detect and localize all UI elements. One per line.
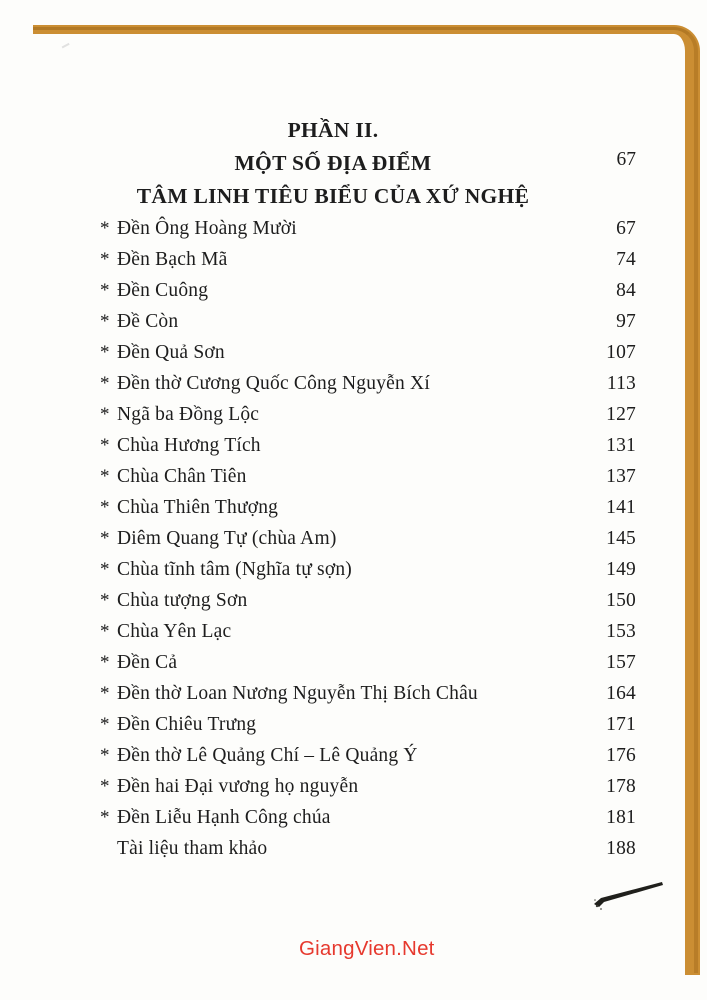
toc-entry-label: Đền Ông Hoàng Mười — [117, 218, 297, 239]
watermark-text: GiangVien.Net — [299, 937, 435, 960]
toc-entry-label: Đền thờ Lê Quảng Chí – Lê Quảng Ý — [117, 745, 418, 766]
toc-entry-label: Ngã ba Đồng Lộc — [117, 404, 260, 425]
toc-entry-bullet: * — [100, 466, 110, 487]
toc-entry-bullet: * — [100, 590, 110, 611]
toc-row — [100, 745, 636, 776]
toc-entry-label: Đền thờ Cương Quốc Công Nguyễn Xí — [117, 373, 430, 394]
toc-entry-page: 171 — [606, 714, 636, 735]
toc-entry-label: Chùa Yên Lạc — [117, 621, 232, 642]
toc-entry-bullet: * — [100, 621, 110, 642]
toc-entry-label: Đền Bạch Mã — [117, 249, 228, 270]
toc-entry-page: 181 — [606, 807, 636, 828]
toc-list — [100, 218, 636, 869]
toc-row — [100, 621, 636, 652]
toc-entry-label: Chùa Chân Tiên — [117, 466, 247, 487]
toc-entry-page: 157 — [606, 652, 636, 673]
toc-row — [100, 342, 636, 373]
toc-row — [100, 466, 636, 497]
toc-entry-bullet: * — [100, 249, 110, 270]
toc-row — [100, 652, 636, 683]
toc-entry-label: Đền Chiêu Trưng — [117, 714, 257, 735]
toc-entry-page: 127 — [606, 404, 636, 425]
toc-entry-bullet: * — [100, 652, 110, 673]
toc-entry-bullet: * — [100, 528, 110, 549]
toc-entry-label: Diêm Quang Tự (chùa Am) — [117, 528, 337, 549]
toc-entry-bullet: * — [100, 311, 110, 332]
toc-row — [100, 838, 636, 869]
scan-smudge — [58, 37, 69, 49]
toc-entry-page: 74 — [616, 249, 636, 270]
toc-row — [100, 218, 636, 249]
toc-entry-bullet: * — [100, 404, 110, 425]
toc-row — [100, 683, 636, 714]
section-title-line2: TÂM LINH TIÊU BIỂU CỦA XỨ NGHỆ — [136, 184, 530, 208]
toc-entry-page: 178 — [606, 776, 636, 797]
toc-entry-label: Đền Cả — [117, 652, 178, 673]
toc-entry-bullet: * — [100, 435, 110, 456]
toc-entry-label: Đền Cuông — [117, 280, 209, 301]
toc-entry-label: Đền thờ Loan Nương Nguyễn Thị Bích Châu — [117, 683, 478, 704]
toc-entry-bullet: * — [100, 776, 110, 797]
toc-entry-bullet: * — [100, 559, 110, 580]
toc-entry-page: 145 — [606, 528, 636, 549]
toc-entry-page: 67 — [616, 218, 636, 239]
toc-entry-label: Chùa tĩnh tâm (Nghĩa tự sợn) — [117, 559, 352, 580]
toc-entry-bullet: * — [100, 373, 110, 394]
section-page-number: 67 — [616, 149, 636, 170]
toc-row — [100, 280, 636, 311]
pen-stroke-mark — [592, 879, 666, 911]
table-of-contents — [100, 114, 636, 869]
toc-entry-page: 149 — [606, 559, 636, 580]
toc-row — [100, 590, 636, 621]
toc-entry-bullet: * — [100, 280, 110, 301]
toc-entry-page: 164 — [606, 683, 636, 704]
toc-row — [100, 404, 636, 435]
toc-entry-page: 153 — [606, 621, 636, 642]
toc-entry-bullet: * — [100, 683, 110, 704]
toc-header — [100, 114, 636, 213]
toc-entry-page: 84 — [616, 280, 636, 301]
toc-entry-page: 141 — [606, 497, 636, 518]
toc-entry-label: Tài liệu tham khảo — [117, 838, 268, 859]
toc-row — [100, 249, 636, 280]
toc-entry-page: 150 — [606, 590, 636, 611]
toc-row — [100, 776, 636, 807]
toc-row — [100, 714, 636, 745]
toc-entry-page: 107 — [606, 342, 636, 363]
toc-entry-bullet: * — [100, 807, 110, 828]
toc-entry-bullet: * — [100, 714, 110, 735]
toc-row — [100, 373, 636, 404]
toc-entry-page: 97 — [616, 311, 636, 332]
toc-entry-label: Chùa Thiên Thượng — [117, 497, 279, 518]
toc-entry-page: 113 — [606, 373, 636, 394]
toc-entry-label: Đền hai Đại vương họ nguyễn — [117, 776, 359, 797]
toc-row — [100, 807, 636, 838]
toc-entry-label: Đền Liễu Hạnh Công chúa — [117, 807, 331, 828]
toc-entry-bullet: * — [100, 342, 110, 363]
part-title: PHẦN II. — [287, 118, 379, 142]
toc-entry-bullet: * — [100, 218, 110, 239]
toc-row — [100, 311, 636, 342]
toc-entry-page: 176 — [606, 745, 636, 766]
toc-row — [100, 559, 636, 590]
section-title-line1: MỘT SỐ ĐỊA ĐIỂM — [234, 151, 432, 175]
toc-entry-bullet: * — [100, 497, 110, 518]
toc-entry-label: Đền Quả Sơn — [117, 342, 225, 363]
toc-entry-label: Đề Còn — [117, 311, 179, 332]
toc-entry-bullet: * — [100, 745, 110, 766]
toc-entry-label: Chùa tượng Sơn — [117, 590, 248, 611]
toc-entry-page: 188 — [606, 838, 636, 859]
toc-entry-page: 137 — [606, 466, 636, 487]
toc-row — [100, 497, 636, 528]
toc-entry-page: 131 — [606, 435, 636, 456]
toc-entry-label: Chùa Hương Tích — [117, 435, 261, 456]
toc-row — [100, 435, 636, 466]
toc-row — [100, 528, 636, 559]
